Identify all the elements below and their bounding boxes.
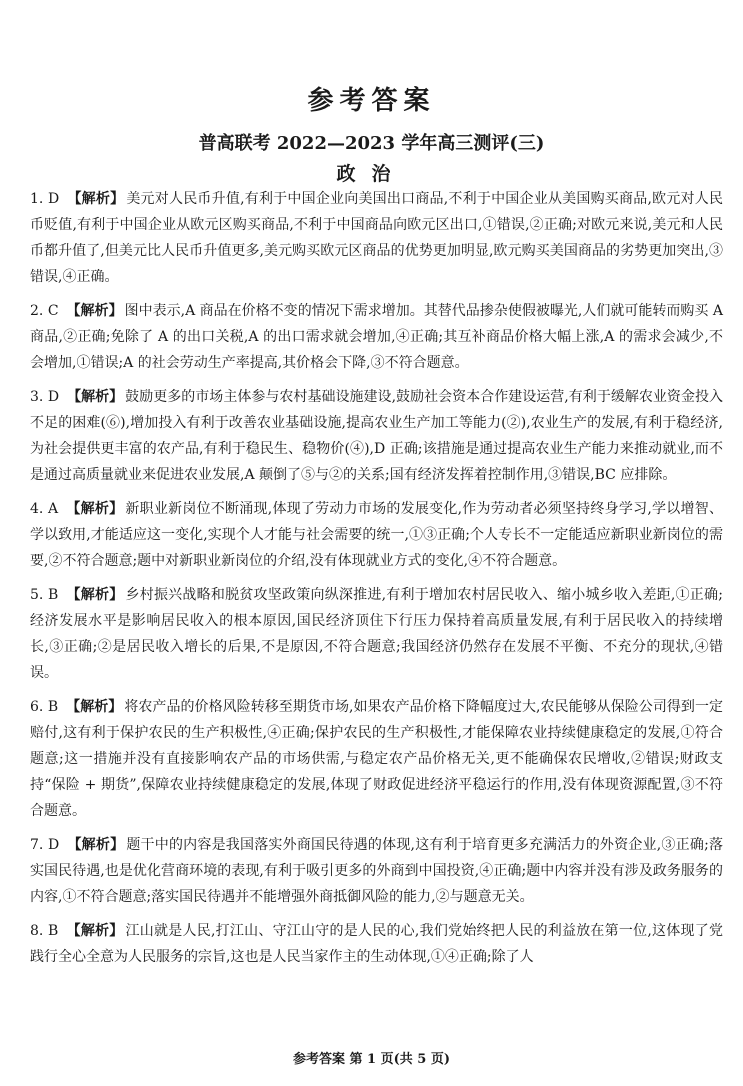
subject-heading: 政治 <box>336 163 407 185</box>
analysis-tag: 【解析】 <box>67 837 125 853</box>
answer-item <box>30 582 723 686</box>
exam-subtitle: 普高联考 2022—2023 学年高三测评(三) <box>198 133 545 154</box>
answer-text: 新职业新岗位不断涌现,体现了劳动力市场的发展变化,作为劳动者必须坚持终身学习,学以增智、学以致用,才能适应这一变化,实现个人才能与社会需要的统一,①③正确;个人专长不一定能适应新职业新岗位的需要,②不符合题意;题中对新职业新岗位的介绍,没有体现就业方式的变化,④不符合题意。 <box>30 501 724 569</box>
answer-number: 7. D <box>30 837 60 853</box>
answer-item <box>30 186 723 290</box>
answer-text: 鼓励更多的市场主体参与农村基础设施建设,鼓励社会资本合作建设运营,有利于缓解农业资金投入不足的困难(⑥),增加投入有利于改善农业基础设施,提高农业生产加工等能力(②),农业生产的发展,有利于稳经济,为社会提供更丰富的农产品,有利于稳民生、稳物价(④),D 正确;该措施是通过提高农业生产能力来推动就业,而不是通过高质量就业来促进农业发展,A 颠倒了⑤与②的关系;国有经济发挥着控制作用,③错误,BC 应排除。 <box>30 389 723 483</box>
page-footer: 参考答案 第 1 页(共 5 页) <box>292 1052 451 1067</box>
analysis-tag: 【解析】 <box>66 923 124 939</box>
answer-number: 6. B <box>30 699 59 715</box>
answer-number: 5. B <box>30 587 59 603</box>
answer-item <box>30 694 723 824</box>
answer-text: 题干中的内容是我国落实外商国民待遇的体现,这有利于培育更多充满活力的外资企业,③正确;落实国民待遇,也是优化营商环境的表现,有利于吸引更多的外商到中国投资,④正确;题中内容并没有涉及政务服务的内容,①不符合题意;落实国民待遇并不能增强外商抵御风险的能力,②与题意无关。 <box>30 837 723 905</box>
answer-item <box>30 384 723 488</box>
answer-list <box>30 186 723 978</box>
analysis-tag: 【解析】 <box>66 587 124 603</box>
answer-item <box>30 496 723 574</box>
analysis-tag: 【解析】 <box>67 191 125 207</box>
answer-text: 将农产品的价格风险转移至期货市场,如果农产品价格下降幅度过大,农民能够从保险公司得到一定赔付,这有利于保护农民的生产积极性,④正确;保护农民的生产积极性,才能保障农业持续健康稳定的发展,①符合题意;这一措施并没有直接影响农产品的市场供需,与稳定农产品价格无关,更不能确保农民增收,②错误;财政支持“保险 + 期货”,保障农业持续健康稳定的发展,体现了财政促进经济平稳运行的作用,没有体现资源配置,③不符合题意。 <box>30 699 723 819</box>
page-title: 参考答案 <box>307 86 436 116</box>
answer-number: 4. A <box>30 501 59 517</box>
analysis-tag: 【解析】 <box>67 389 124 405</box>
answer-item <box>30 832 723 910</box>
analysis-tag: 【解析】 <box>66 303 123 319</box>
analysis-tag: 【解析】 <box>66 699 123 715</box>
answer-number: 8. B <box>30 923 59 939</box>
answer-item <box>30 298 723 376</box>
answer-text: 美元对人民币升值,有利于中国企业向美国出口商品,不利于中国企业从美国购买商品,欧元对人民币贬值,有利于中国企业从欧元区购买商品,不利于中国商品向欧元区出口,①错误,②正确;对欧元来说,美元和人民币都升值了,但美元比人民币升值更多,美元购买欧元区商品的优势更加明显,欧元购买美国商品的劣势更加突出,③错误,④正确。 <box>30 191 723 285</box>
analysis-tag: 【解析】 <box>66 501 124 517</box>
answer-number: 3. D <box>30 389 60 405</box>
answer-item <box>30 918 723 970</box>
answer-number: 1. D <box>30 191 60 207</box>
answer-number: 2. C <box>30 303 59 319</box>
answer-text: 图中表示,A 商品在价格不变的情况下需求增加。其替代品掺杂使假被曝光,人们就可能转而购买 A 商品,②正确;免除了 A 的出口关税,A 的出口需求就会增加,④正确;其互补商品价格大幅上涨,A 的需求会减少,不会增加,①错误;A 的社会劳动生产率提高,其价格会下降,③不符合题意。 <box>30 303 723 371</box>
answer-text: 江山就是人民,打江山、守江山守的是人民的心,我们党始终把人民的利益放在第一位,这体现了党践行全心全意为人民服务的宗旨,这也是人民当家作主的生动体现,①④正确;除了人 <box>30 923 723 965</box>
answer-text: 乡村振兴战略和脱贫攻坚政策向纵深推进,有利于增加农村居民收入、缩小城乡收入差距,①正确;经济发展水平是影响居民收入的根本原因,国民经济顶住下行压力保持着高质量发展,有利于居民收入的持续增长,③正确;②是居民收入增长的后果,不是原因,不符合题意;我国经济仍然存在发展不平衡、不充分的现状,④错误。 <box>30 587 723 681</box>
